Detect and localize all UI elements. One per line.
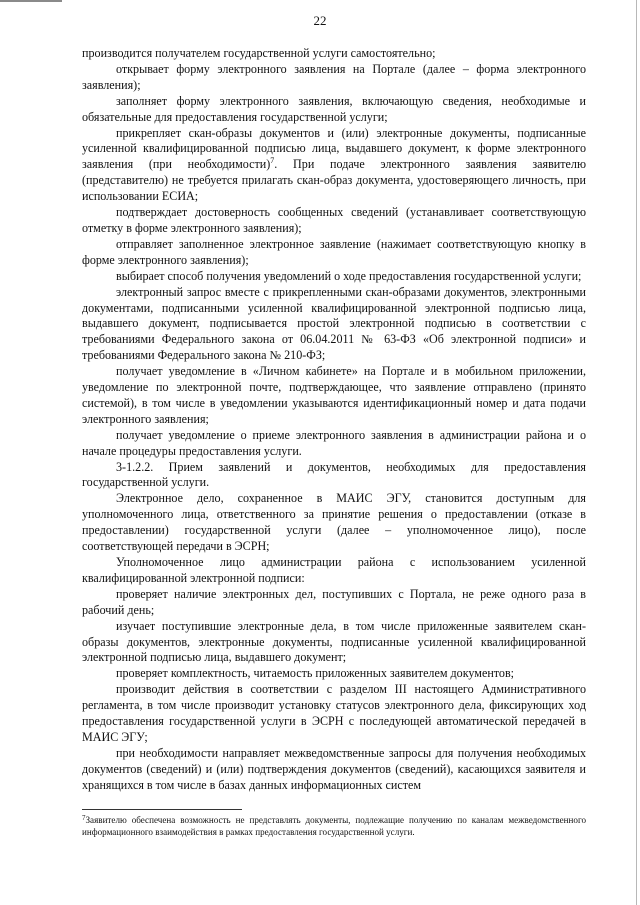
paragraph: производится получателем государственной услуги самостоятельно;: [82, 46, 436, 60]
paragraph: при необходимости направляет межведомственные запросы для получения необходимых документов (сведений) и (или) подтверждения документов (сведений), касающихся заявителя и хранящихся в том числе в базах данных информационных систем: [82, 745, 586, 792]
document-body: [82, 46, 586, 794]
scan-artifact-right-edge: [636, 0, 637, 905]
paragraph-text-continuation: . При подаче электронного заявления заявителю (представителю) не требуется прилагать скан-образ документа, удостоверяющего личность, при использовании ЕСИА;: [82, 157, 586, 204]
paragraph: открывает форму электронного заявления на Портале (далее – форма электронного заявления);: [82, 61, 586, 92]
paragraph-text: прикрепляет скан-образы документов и (или) электронные документы, подписанные усиленной квалифицированной подписью лица, выдавшего документ, к форме электронного заявления (при необходимости): [82, 125, 586, 172]
footnote-number: 7: [82, 814, 86, 822]
paragraph: производит действия в соответствии с разделом III настоящего Административного регламента, в том числе производит установку статусов электронного дела, фиксирующих ход предоставления государственной услуги в ЭСРН с последующей автоматической передачей в МАИС ЭГУ;: [82, 682, 586, 744]
paragraph: Электронное дело, сохраненное в МАИС ЭГУ, становится доступным для уполномоченного лица, ответственного за принятие решения о предоставлении (отказе в предоставлении) государственной услуги (далее – уполномоченное лицо), после соответствующей передачи в ЭСРН;: [82, 491, 586, 554]
paragraph: [82, 126, 586, 206]
paragraph: отправляет заполненное электронное заявление (нажимает соответствующую кнопку в форме электронного заявления);: [82, 236, 586, 267]
paragraph: подтверждает достоверность сообщенных сведений (устанавливает соответствующую отметку в форме электронного заявления);: [82, 205, 586, 235]
page-number: 22: [313, 13, 327, 28]
footnote-reference: 7: [270, 156, 275, 166]
paragraph: изучает поступившие электронные дела, в том числе приложенные заявителем скан-образы документов, электронные документы, подписанные усиленной квалифицированной электронной подписью лица, выдавшего документ;: [82, 618, 586, 665]
footnote-separator: [82, 809, 242, 810]
paragraph: Уполномоченное лицо администрации района с использованием усиленной квалифицированной электронной подписи:: [82, 555, 586, 585]
paragraph: получает уведомление в «Личном кабинете» на Портале и в мобильном приложении, уведомление по электронной почте, подтверждающее, что заявление отправлено (принято системой), в том числе в уведомлении указываются идентификационный номер и дата подачи электронного заявления;: [82, 364, 586, 426]
footnote: [82, 814, 586, 838]
section-heading: 3-1.2.2. Прием заявлений и документов, необходимых для предоставления государственной услуги.: [82, 459, 586, 490]
paragraph: выбирает способ получения уведомлений о ходе предоставления государственной услуги;: [116, 268, 582, 283]
scan-artifact-top-edge: [0, 0, 62, 2]
paragraph: проверяет наличие электронных дел, поступивших с Портала, не реже одного раза в рабочий день;: [82, 586, 586, 617]
paragraph: получает уведомление о приеме электронного заявления в администрации района и о начале процедуры предоставления услуги.: [82, 427, 586, 458]
paragraph: заполняет форму электронного заявления, включающую сведения, необходимые и обязательные для предоставления государственной услуги;: [82, 93, 586, 124]
paragraph: электронный запрос вместе с прикрепленными скан-образами документов, электронными документами, подписанными усиленной квалифицированной электронной подписью лица, выдавшего документ, подписывается простой электронной подписью в соответствии с требованиями Федерального закона от 06.04.2011 № 63-ФЗ «Об электронной подписи» и требованиями Федерального закона № 210-ФЗ;: [82, 284, 586, 363]
footnote-text: Заявителю обеспечена возможность не представлять документы, подлежащие получению по каналам межведомственного информационного взаимодействия в рамках предоставления государственной услуги.: [82, 815, 586, 837]
paragraph: проверяет комплектность, читаемость приложенных заявителем документов;: [116, 666, 515, 681]
